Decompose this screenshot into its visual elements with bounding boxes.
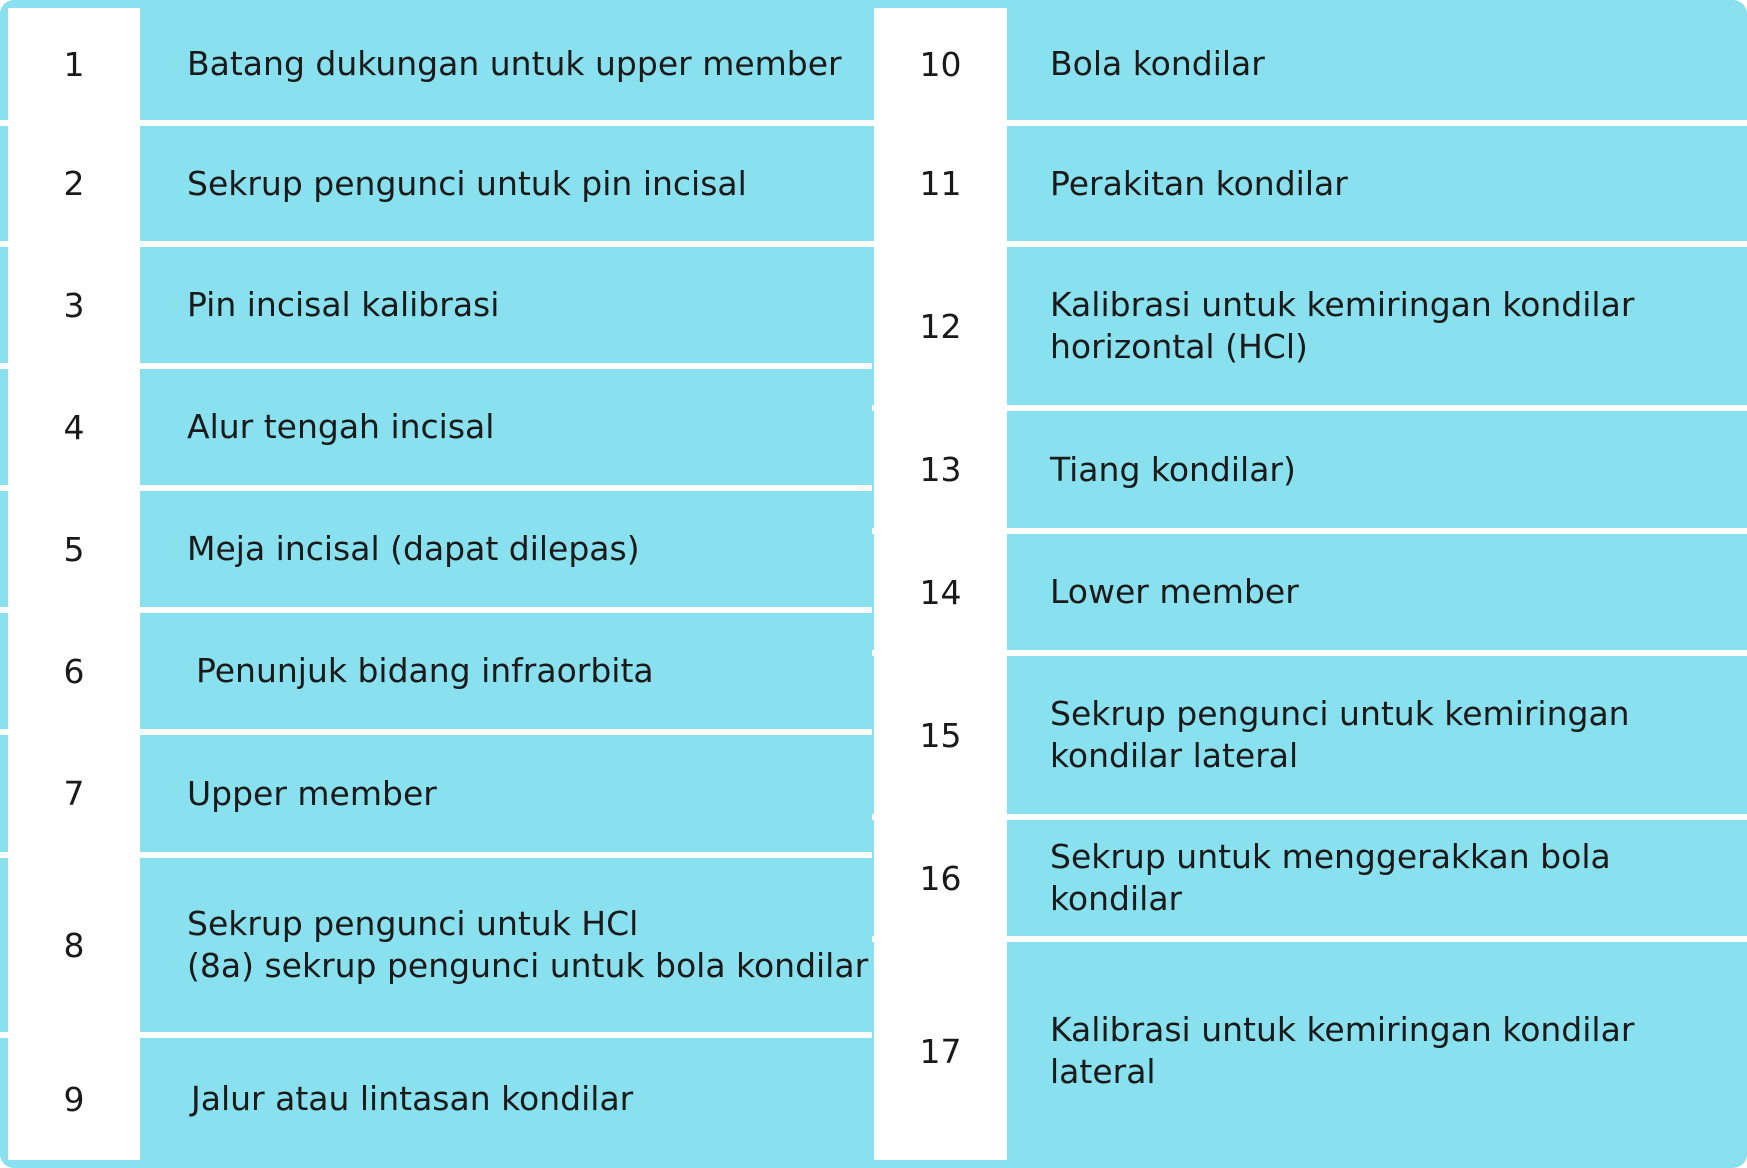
row-number: 5 xyxy=(8,491,140,607)
row-number: 3 xyxy=(8,247,140,363)
legend-row xyxy=(0,491,872,607)
legend-row xyxy=(872,656,1747,814)
row-label: Sekrup pengunci untuk HCl (8a) sekrup pengunci untuk bola kondilar xyxy=(140,858,872,1032)
row-label: Tiang kondilar) xyxy=(1007,411,1747,528)
row-label: Bola kondilar xyxy=(1007,8,1747,120)
row-label: Jalur atau lintasan kondilar xyxy=(140,1038,872,1160)
row-number: 14 xyxy=(874,534,1007,650)
row-label: Penunjuk bidang infraorbita xyxy=(140,613,872,729)
legend-row xyxy=(0,613,872,729)
legend-row xyxy=(0,247,872,363)
row-number: 16 xyxy=(874,820,1007,936)
row-number: 17 xyxy=(874,942,1007,1160)
row-number: 9 xyxy=(8,1038,140,1160)
row-label: Kalibrasi untuk kemiringan kondilar horizontal (HCl) xyxy=(1007,247,1747,405)
row-label: Sekrup pengunci untuk kemiringan kondilar lateral xyxy=(1007,656,1747,814)
row-label: Sekrup pengunci untuk pin incisal xyxy=(140,126,872,241)
legend-row xyxy=(872,942,1747,1160)
row-number: 6 xyxy=(8,613,140,729)
row-number: 13 xyxy=(874,411,1007,528)
row-number: 1 xyxy=(8,8,140,120)
row-label: Pin incisal kalibrasi xyxy=(140,247,872,363)
legend-row xyxy=(0,1038,872,1160)
row-number: 7 xyxy=(8,735,140,852)
row-number: 15 xyxy=(874,656,1007,814)
legend-row xyxy=(0,858,872,1032)
legend-row xyxy=(872,8,1747,120)
row-label: Kalibrasi untuk kemiringan kondilar lateral xyxy=(1007,942,1747,1160)
row-label: Batang dukungan untuk upper member xyxy=(140,8,872,120)
row-label: Upper member xyxy=(140,735,872,852)
row-label: Perakitan kondilar xyxy=(1007,126,1747,241)
legend-row xyxy=(872,820,1747,936)
row-number: 12 xyxy=(874,247,1007,405)
row-number: 4 xyxy=(8,369,140,485)
row-number: 11 xyxy=(874,126,1007,241)
legend-row xyxy=(0,735,872,852)
legend-row xyxy=(0,369,872,485)
row-label: Alur tengah incisal xyxy=(140,369,872,485)
row-label: Lower member xyxy=(1007,534,1747,650)
legend-row xyxy=(872,247,1747,405)
legend-row xyxy=(872,411,1747,528)
legend-row xyxy=(0,8,872,120)
row-number: 8 xyxy=(8,858,140,1032)
row-number: 10 xyxy=(874,8,1007,120)
legend-row xyxy=(0,126,872,241)
row-number: 2 xyxy=(8,126,140,241)
row-label: Meja incisal (dapat dilepas) xyxy=(140,491,872,607)
legend-row xyxy=(872,126,1747,241)
row-label: Sekrup untuk menggerakkan bola kondilar xyxy=(1007,820,1747,936)
legend-row xyxy=(872,534,1747,650)
